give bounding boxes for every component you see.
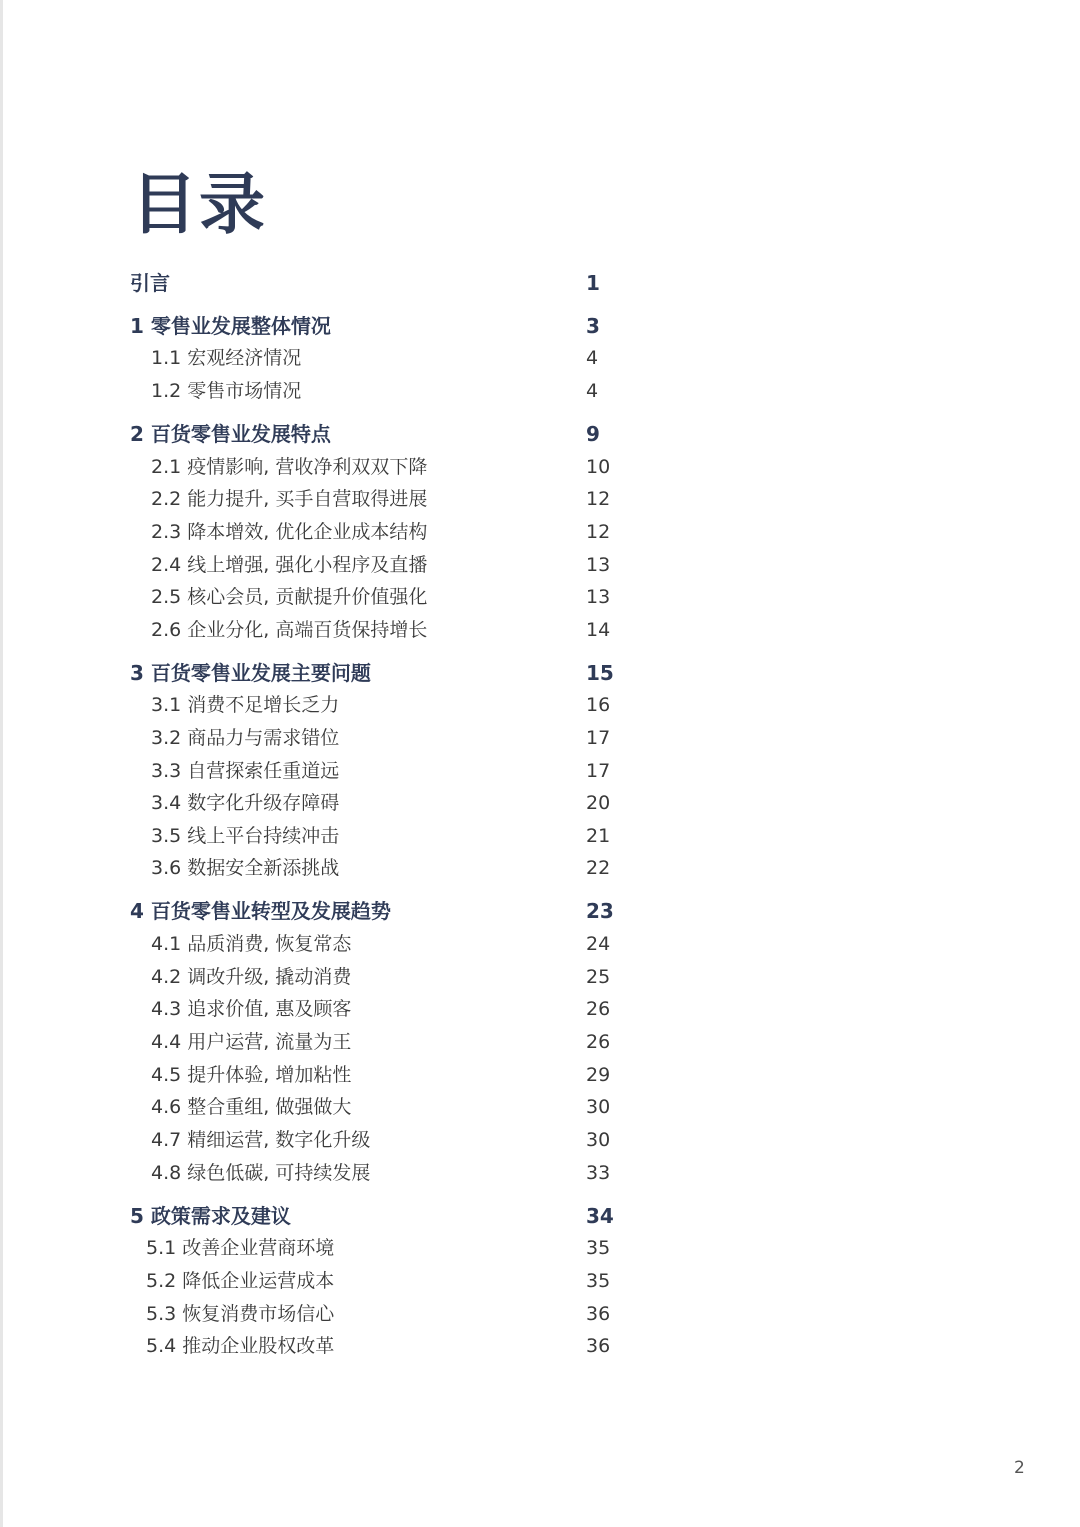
- toc-entry-page: 35: [586, 1270, 611, 1292]
- toc-entry-label: 3.3 自营探索任重道远: [151, 760, 340, 782]
- toc-entry-label: 3 百货零售业发展主要问题: [130, 661, 371, 685]
- toc-section-4-7[interactable]: [0, 1124, 700, 1156]
- toc-entry-label: 4.7 精细运营, 数字化升级: [151, 1129, 371, 1151]
- toc-section-4-1[interactable]: [0, 928, 700, 960]
- toc-entry-page: 13: [586, 586, 611, 608]
- toc-chapter-5[interactable]: [0, 1200, 700, 1232]
- toc-entry-page: 24: [586, 933, 611, 955]
- toc-entry-label: 4.8 绿色低碳, 可持续发展: [151, 1162, 371, 1184]
- toc-section-2-5[interactable]: [0, 581, 700, 613]
- toc-section-4-2[interactable]: [0, 961, 700, 993]
- toc-entry-page: 33: [586, 1162, 611, 1184]
- toc-entry-label: 3.6 数据安全新添挑战: [151, 857, 340, 879]
- toc-entry-label: 5.4 推动企业股权改革: [146, 1335, 335, 1357]
- toc-section-3-3[interactable]: [0, 755, 700, 787]
- toc-entry-page: 13: [586, 554, 611, 576]
- toc-entry-label: 4.3 追求价值, 惠及顾客: [151, 998, 352, 1020]
- toc-entry-page: 10: [586, 456, 611, 478]
- toc-entry-label: 5.1 改善企业营商环境: [146, 1237, 335, 1259]
- toc-section-5-3[interactable]: [0, 1298, 700, 1330]
- toc-section-5-2[interactable]: [0, 1265, 700, 1297]
- toc-entry-page: 3: [586, 314, 600, 338]
- toc-entry-label: 4.4 用户运营, 流量为王: [151, 1031, 352, 1053]
- toc-section-2-6[interactable]: [0, 614, 700, 646]
- toc-entry-page: 4: [586, 380, 599, 402]
- toc-section-3-2[interactable]: [0, 722, 700, 754]
- toc-entry-label: 3.2 商品力与需求错位: [151, 727, 340, 749]
- toc-entry-page: 30: [586, 1129, 611, 1151]
- toc-entry-page: 12: [586, 521, 611, 543]
- toc-entry-page: 17: [586, 760, 611, 782]
- toc-entry-label: 2 百货零售业发展特点: [130, 422, 331, 446]
- toc-section-4-5[interactable]: [0, 1059, 700, 1091]
- toc-entry-page: 1: [586, 271, 600, 295]
- toc-entry-page: 35: [586, 1237, 611, 1259]
- toc-entry-label: 1.2 零售市场情况: [151, 380, 302, 402]
- toc-entry-page: 12: [586, 488, 611, 510]
- toc-chapter-4[interactable]: [0, 895, 700, 927]
- toc-entry-label: 2.6 企业分化, 高端百货保持增长: [151, 619, 428, 641]
- toc-entry-page: 26: [586, 1031, 611, 1053]
- toc-section-3-6[interactable]: [0, 852, 700, 884]
- toc-entry-label: 4 百货零售业转型及发展趋势: [130, 899, 391, 923]
- toc-section-4-4[interactable]: [0, 1026, 700, 1058]
- toc-entry-label: 3.4 数字化升级存障碍: [151, 792, 340, 814]
- toc-entry-page: 16: [586, 694, 611, 716]
- toc-entry-page: 34: [586, 1204, 614, 1228]
- toc-entry-label: 2.5 核心会员, 贡献提升价值强化: [151, 586, 428, 608]
- toc-entry-page: 17: [586, 727, 611, 749]
- toc-entry-page: 36: [586, 1303, 611, 1325]
- toc-entry-label: 2.1 疫情影响, 营收净利双双下降: [151, 456, 428, 478]
- toc-entry-page: 29: [586, 1064, 611, 1086]
- toc-entry-page: 36: [586, 1335, 611, 1357]
- toc-entry-page: 21: [586, 825, 611, 847]
- toc-entry-label: 2.4 线上增强, 强化小程序及直播: [151, 554, 428, 576]
- toc-entry-label: 3.1 消费不足增长乏力: [151, 694, 340, 716]
- toc-chapter-1[interactable]: [0, 310, 700, 342]
- toc-section-2-4[interactable]: [0, 549, 700, 581]
- toc-chapter-2[interactable]: [0, 418, 700, 450]
- toc-section-5-4[interactable]: [0, 1330, 700, 1362]
- toc-entry-page: 15: [586, 661, 614, 685]
- toc-section-1-1[interactable]: [0, 342, 700, 374]
- toc-entry-label: 5.3 恢复消费市场信心: [146, 1303, 335, 1325]
- page-number: 2: [1014, 1458, 1025, 1478]
- toc-entry-label: 4.5 提升体验, 增加粘性: [151, 1064, 352, 1086]
- toc-section-3-4[interactable]: [0, 787, 700, 819]
- toc-entry-label: 4.6 整合重组, 做强做大: [151, 1096, 352, 1118]
- toc-section-5-1[interactable]: [0, 1232, 700, 1264]
- toc-entry-label: 1 零售业发展整体情况: [130, 314, 331, 338]
- toc-entry-label: 2.2 能力提升, 买手自营取得进展: [151, 488, 428, 510]
- toc-entry-page: 26: [586, 998, 611, 1020]
- toc-entry-label: 4.2 调改升级, 撬动消费: [151, 966, 352, 988]
- toc-entry-page: 30: [586, 1096, 611, 1118]
- toc-section-4-3[interactable]: [0, 993, 700, 1025]
- page-title: 目录: [131, 166, 267, 243]
- toc-section-2-1[interactable]: [0, 451, 700, 483]
- toc-section-4-6[interactable]: [0, 1091, 700, 1123]
- toc-entry-label: 1.1 宏观经济情况: [151, 347, 302, 369]
- toc-chapter-3[interactable]: [0, 657, 700, 689]
- toc-section-2-3[interactable]: [0, 516, 700, 548]
- toc-section-3-1[interactable]: [0, 689, 700, 721]
- toc-entry-page: 23: [586, 899, 614, 923]
- toc-entry-label: 2.3 降本增效, 优化企业成本结构: [151, 521, 428, 543]
- toc-entry-page: 20: [586, 792, 611, 814]
- toc-entry-label: 5.2 降低企业运营成本: [146, 1270, 335, 1292]
- toc-entry-page: 4: [586, 347, 599, 369]
- toc-entry-intro[interactable]: [0, 267, 700, 299]
- toc-entry-label: 5 政策需求及建议: [130, 1204, 291, 1228]
- toc-entry-page: 14: [586, 619, 611, 641]
- toc-entry-label: 3.5 线上平台持续冲击: [151, 825, 340, 847]
- toc-section-2-2[interactable]: [0, 483, 700, 515]
- toc-entry-page: 22: [586, 857, 611, 879]
- toc-section-4-8[interactable]: [0, 1157, 700, 1189]
- toc-entry-page: 9: [586, 422, 600, 446]
- toc-section-3-5[interactable]: [0, 820, 700, 852]
- toc-entry-label: 引言: [130, 271, 170, 295]
- toc-section-1-2[interactable]: [0, 375, 700, 407]
- toc-entry-page: 25: [586, 966, 611, 988]
- toc-entry-label: 4.1 品质消费, 恢复常态: [151, 933, 352, 955]
